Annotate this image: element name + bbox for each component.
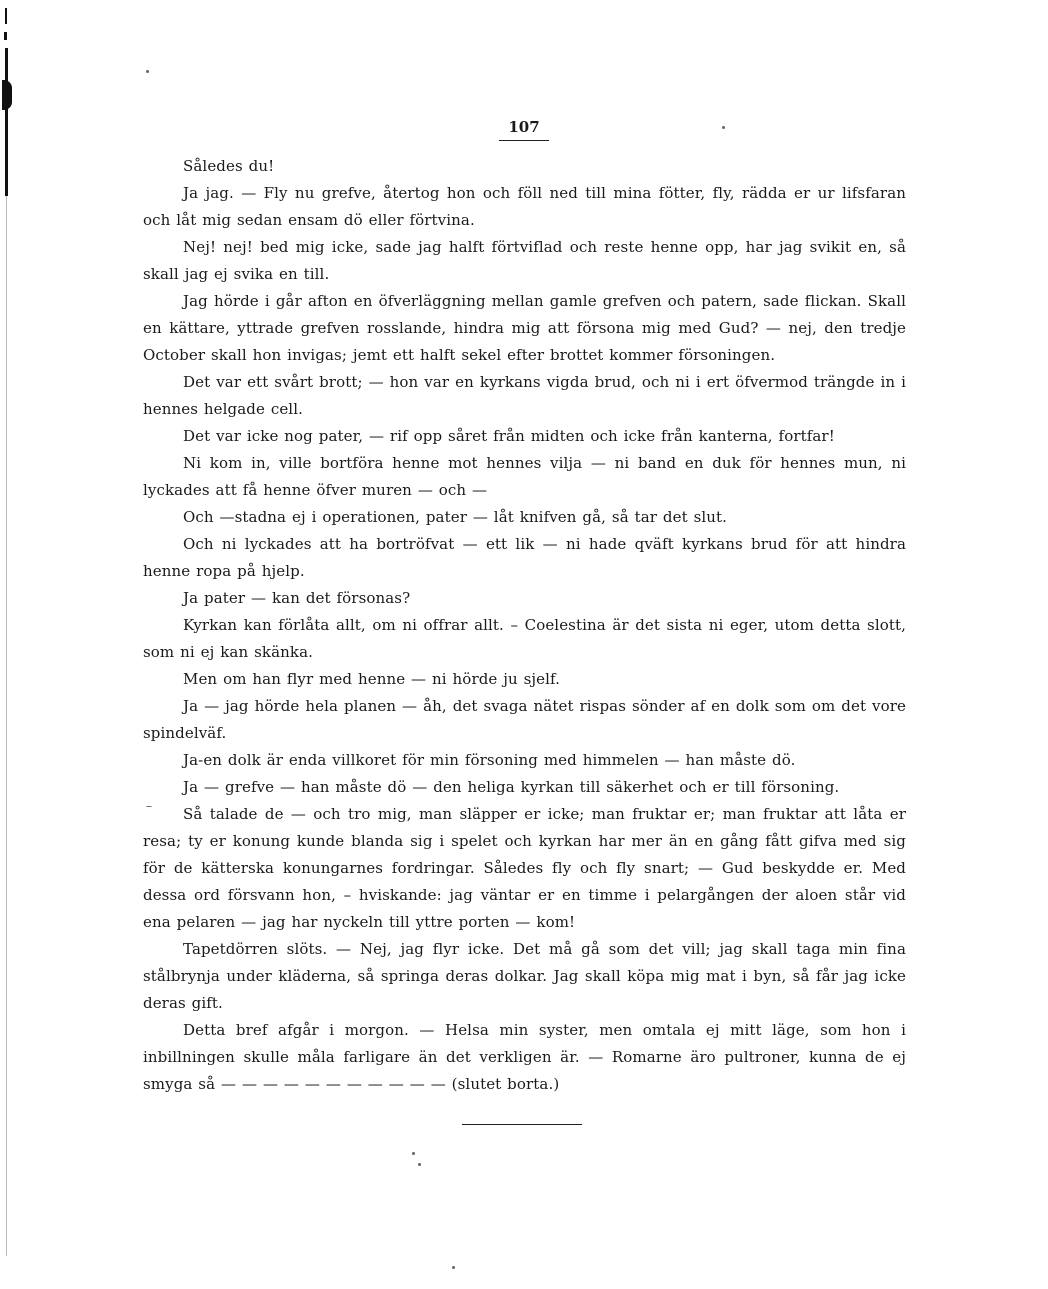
body-text xyxy=(143,153,906,1098)
ink-speck xyxy=(452,1266,455,1269)
ink-speck xyxy=(418,1163,421,1166)
margin-mark xyxy=(5,8,7,24)
paragraph: Nej! nej! bed mig icke, sade jag halft förtviflad och reste henne opp, har jag svikit en, så skall jag ej svika en till. xyxy=(143,238,906,283)
paragraph: Så talade de — och tro mig, man släpper er icke; man fruktar er; man fruktar att låta er resa; ty er konung kunde blanda sig i spelet och kyrkan har mer än en gång fått gifva med sig för de kätterska konungarnes fordringar. Således fly och fly snart; — Gud beskydde er. Med dessa ord försvann hon, – hviskande: jag väntar er en timme i pelargången der aloen står vid ena pelaren — jag har nyckeln till yttre porten — kom! xyxy=(143,805,906,931)
paragraph: Ja — jag hörde hela planen — åh, det svaga nätet rispas sönder af en dolk som om det vore spindelväf. xyxy=(143,697,906,742)
page-number-rule xyxy=(499,140,549,141)
paragraph: Jag hörde i går afton en öfverläggning mellan gamle grefven och patern, sade flickan. Skall en kättare, yttrade grefven rosslande, hindra mig att försona mig med Gud? — nej, den tredje October skall hon invigas; jemt ett halft sekel efter brottet kommer försoningen. xyxy=(143,292,906,364)
paragraph: Och —stadna ej i operationen, pater — låt knifven gå, så tar det slut. xyxy=(183,508,728,526)
margin-mark xyxy=(2,80,12,110)
paragraph: Och ni lyckades att ha bortröfvat — ett lik — ni hade qväft kyrkans brud för att hindra henne ropa på hjelp. xyxy=(143,535,906,580)
margin-mark xyxy=(4,32,7,40)
ink-speck xyxy=(412,1152,415,1155)
paragraph: Kyrkan kan förlåta allt, om ni offrar allt. – Coelestina är det sista ni eger, utom detta slott, som ni ej kan skänka. xyxy=(143,616,906,661)
paragraph: Ni kom in, ville bortföra henne mot hennes vilja — ni band en duk för hennes mun, ni lyckades att få henne öfver muren — och — xyxy=(143,454,906,499)
paragraph: Tapetdörren slöts. — Nej, jag flyr icke. Det må gå som det vill; jag skall taga min fina stålbrynja under kläderna, så springa deras dolkar. Jag skall köpa mig mat i byn, så får jag icke deras gift. xyxy=(143,940,906,1012)
end-rule xyxy=(462,1124,582,1125)
paragraph: Men om han flyr med henne — ni hörde ju sjelf. xyxy=(183,670,561,688)
paragraph: Ja jag. — Fly nu grefve, återtog hon och föll ned till mina fötter, fly, rädda er ur lifsfaran och låt mig sedan ensam dö eller förtvina. xyxy=(143,184,906,229)
paragraph: Ja — grefve — han måste dö — den heliga kyrkan till säkerhet och er till försoning. xyxy=(183,778,840,796)
ink-speck xyxy=(722,126,725,129)
paragraph: Således du! xyxy=(183,157,275,175)
paragraph: Ja-en dolk är enda villkoret för min försoning med himmelen — han måste dö. xyxy=(183,751,796,769)
margin-mark xyxy=(5,48,8,196)
paragraph: Det var ett svårt brott; — hon var en kyrkans vigda brud, och ni i ert öfvermod trängde in i hennes helgade cell. xyxy=(143,373,906,418)
paragraph: Ja pater — kan det försonas? xyxy=(183,589,411,607)
paragraph: Det var icke nog pater, — rif opp såret från midten och icke från kanterna, fortfar! xyxy=(183,427,835,445)
margin-mark xyxy=(6,196,7,1256)
paragraph: Detta bref afgår i morgon. — Helsa min syster, men omtala ej mitt läge, som hon i inbillningen skulle måla farligare än det verkligen är. — Romarne äro pultroner, kunna de ej smyga så — — — — — — — — — — — (slutet borta.) xyxy=(143,1021,906,1093)
ink-speck xyxy=(146,70,149,73)
page-number: 107 xyxy=(508,118,540,136)
